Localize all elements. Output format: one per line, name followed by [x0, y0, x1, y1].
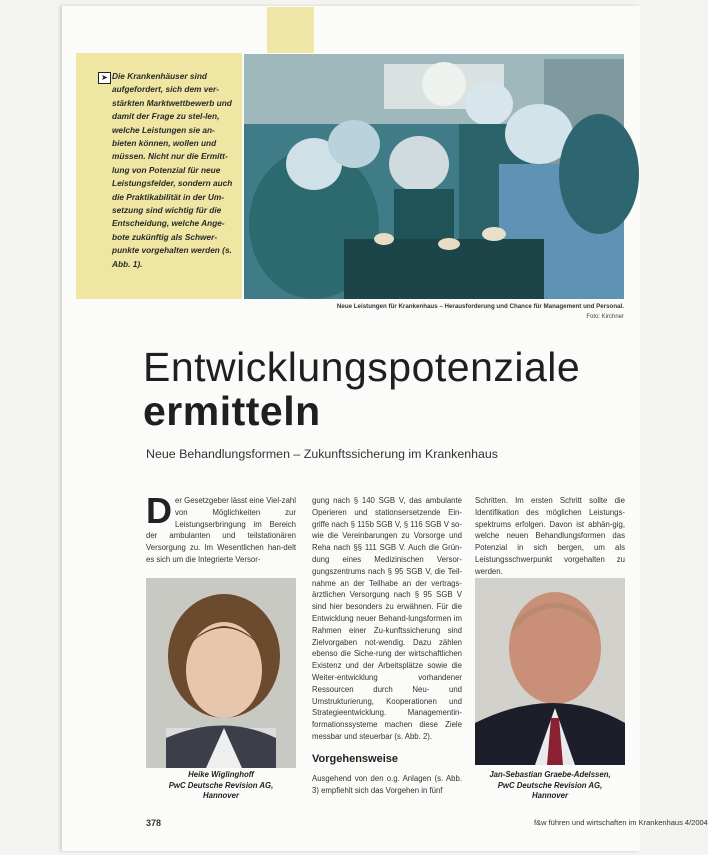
author-city: Hannover	[532, 791, 568, 800]
title-line-2: ermitteln	[143, 388, 321, 434]
arrow-right-icon: ➤	[98, 72, 111, 84]
drop-cap: D	[146, 490, 172, 531]
author-name: Jan-Sebastian Graebe-Adelssen,	[489, 770, 611, 779]
column-1	[146, 490, 296, 566]
column-1-text: er Gesetzgeber lässt eine Viel-zahl von Möglichkeiten zur Leistungserbringung im Bereich der ambulanten und teilstationären Versorgung zu. Im Wesentlichen han-delt es sich um die Integrierte Versor-	[146, 496, 296, 564]
photo-credit: Foto: Kirchner	[586, 314, 624, 320]
column-2-continued: Ausgehend von den o.g. Anlagen (s. Abb. 3) empfiehlt sich das Vorgehen in fünf	[312, 774, 462, 795]
author-caption-2	[475, 770, 625, 802]
page-number: 378	[146, 818, 162, 828]
section-heading: Vorgehensweise	[312, 753, 398, 765]
author-org: PwC Deutsche Revision AG,	[497, 780, 603, 790]
column-2: gung nach § 140 SGB V, das ambulante Operieren und stationsersetzende Ein-griffe nach § 115b SGB V, § 116 SGB V so-wie die Vereinbarungen zu Vorsorge und Reha nach §§ 111 SGB V. Auch die Grün-dung eines Medizinischen Versor-gungszentrums nach § 95 SGB V, die Teil-nahme an der Teilhabe an der vertrags-ärztlichen Versorgung nach § 95 SGB V sind hier besonders zu erwähnen. Für die Entwicklung neuer Behand-lungsformen im Rahmen einer Zu-kunftssicherung sind Zielvorgaben not-wendig. Dazu zählen ebenso die Siche-rung der wirtschaftlichen Existenz und der Arbeitsplätze sowie die Weiter-entwicklung vorhandener Ressourcen durch Neu- und Umstrukturierung, Kooperationen und Strategieentwicklung. Managementin-formationssysteme machen diese Ziele messbar und steuerbar (s. Abb. 2).	[312, 496, 462, 741]
author-city: Hannover	[203, 791, 239, 800]
author-caption-1	[146, 770, 296, 802]
surgery-photo	[244, 54, 624, 299]
author-portrait-2	[475, 578, 625, 765]
callout-text: Die Krankenhäuser sind aufgefordert, sich dem ver-stärkten Marktwettbewerb und damit der Frage zu stel-len, welche Leistungen sie an-bieten können, wollen und müssen. Nicht nur die Ermitt-lung von Potenzial für neue Leistungsfelder, sondern auch die Praktikabilität in der Um-setzung sind wichtig für die Entscheidung, welche Ange-bote zukünftig als Schwer-punkte vorgehalten werden (s. Abb. 1).	[112, 71, 233, 269]
author-portrait-1	[146, 578, 296, 768]
journal-name: f&w führen und wirtschaften im Krankenhaus 4/2004	[534, 818, 708, 827]
title-line-1: Entwicklungspotenziale	[143, 344, 581, 390]
author-name: Heike Wiglinghoff	[188, 770, 254, 779]
article-title	[143, 345, 623, 433]
column-3: Schritten. Im ersten Schritt sollte die Identifikation des möglichen Leistungs-spektrums erfolgen. Davon ist abhän-gig, welche neuen Behandlungsformen das Potenzial in sich bergen, um als Leistungsschwerpunkt vorgehalten zu werden.	[475, 496, 625, 576]
yellow-tab	[267, 7, 314, 53]
author-org: PwC Deutsche Revision AG,	[168, 780, 274, 790]
article-subtitle: Neue Behandlungsformen – Zukunftssicherung im Krankenhaus	[146, 447, 498, 461]
photo-caption: Neue Leistungen für Krankenhaus – Herausforderung und Chance für Management und Personal.	[336, 303, 624, 310]
